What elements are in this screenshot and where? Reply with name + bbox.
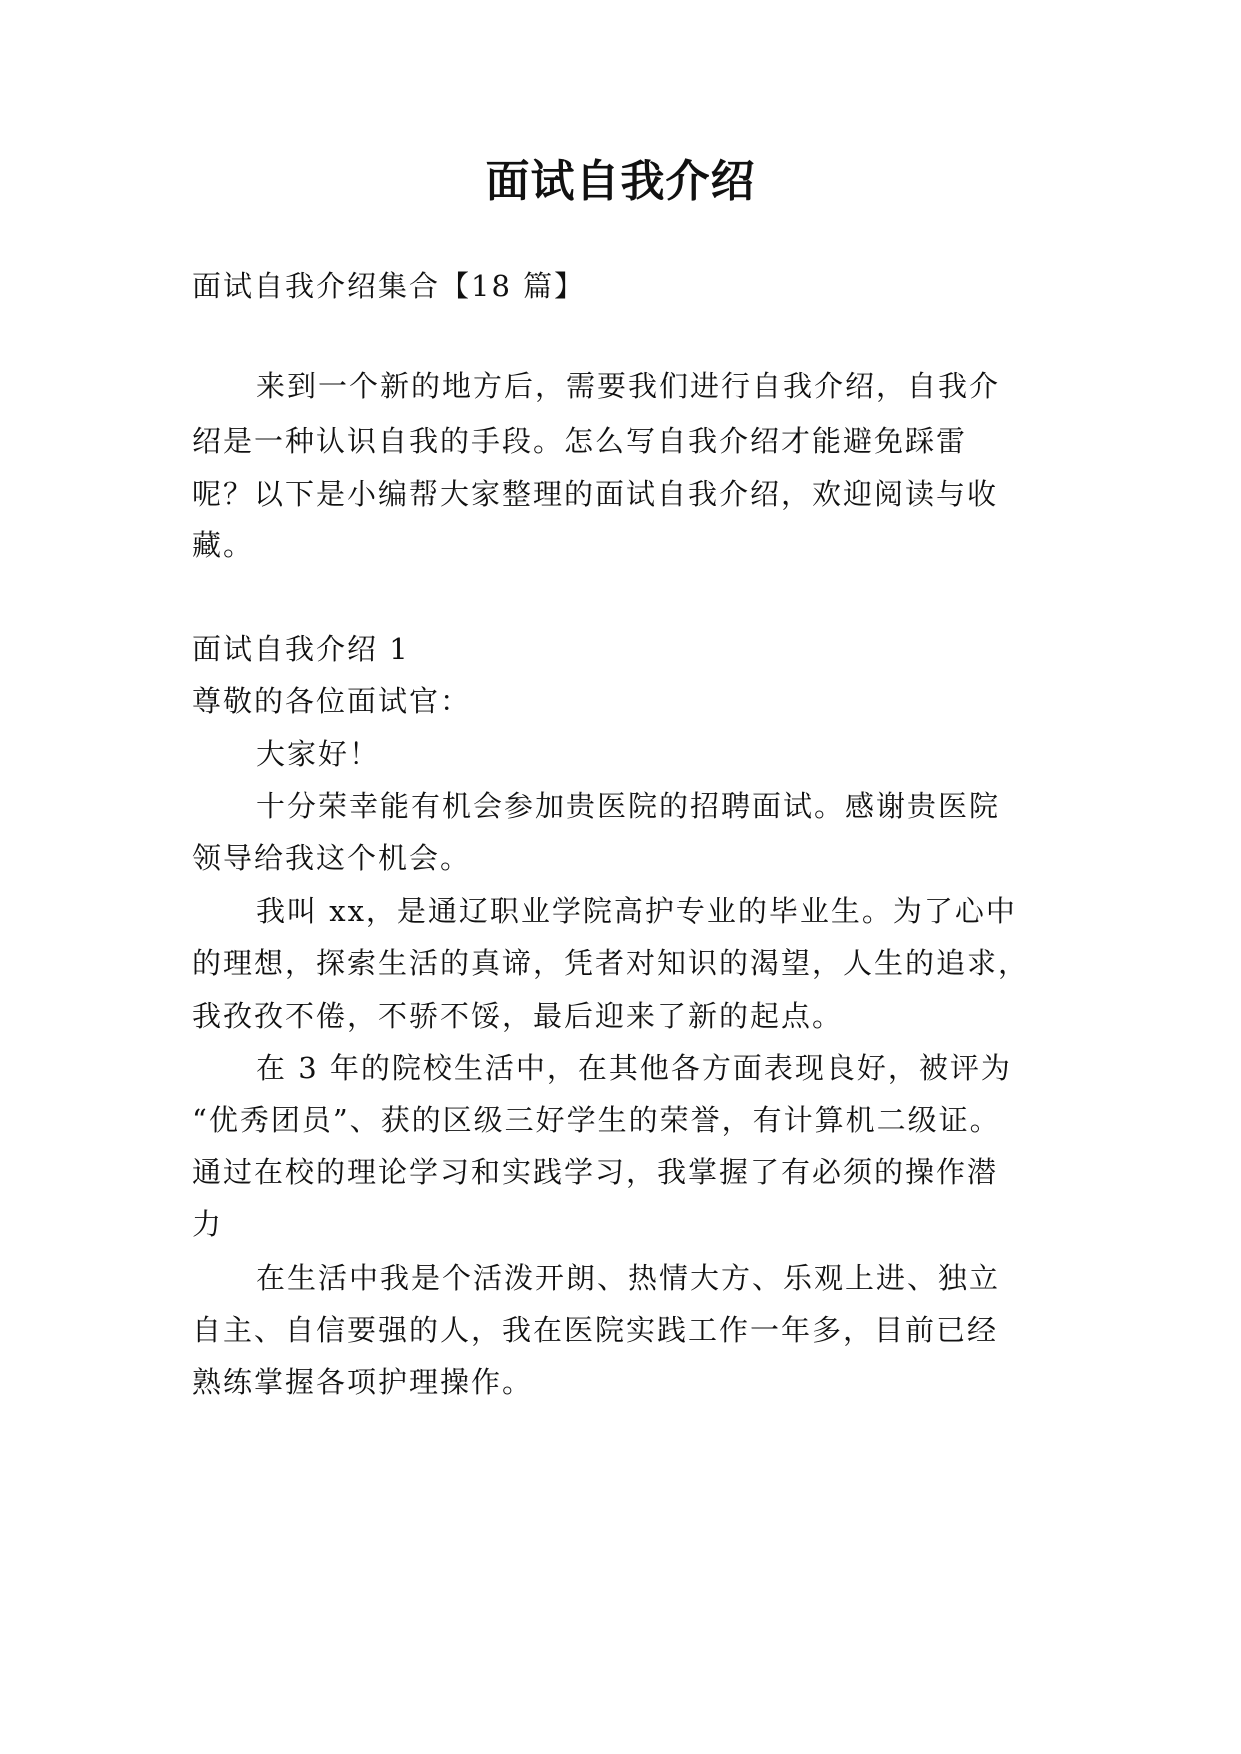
salutation: 尊敬的各位面试官：: [192, 684, 472, 718]
paragraph-line: 的理想，探索生活的真谛，凭者对知识的渴望，人生的追求，: [192, 946, 1030, 980]
paragraph-line: 在生活中我是个活泼开朗、热情大方、乐观上进、独立: [256, 1261, 1001, 1295]
greeting: 大家好！: [256, 737, 381, 771]
paragraph-line: “优秀团员”、获的区级三好学生的荣誉，有计算机二级证。: [192, 1103, 1001, 1137]
section-heading: 面试自我介绍 1: [192, 632, 410, 666]
paragraph-line: 通过在校的理论学习和实践学习，我掌握了有必须的操作潜: [192, 1155, 999, 1189]
intro-line: 绍是一种认识自我的手段。怎么写自我介绍才能避免踩雷: [192, 424, 968, 458]
intro-line: 呢？以下是小编帮大家整理的面试自我介绍，欢迎阅读与收: [192, 477, 999, 511]
paragraph-line: 我叫 xx，是通辽职业学院高护专业的毕业生。为了心中: [256, 894, 1017, 928]
paragraph-line: 力: [192, 1207, 224, 1241]
document-subtitle: 面试自我介绍集合【18 篇】: [192, 269, 586, 303]
paragraph-line: 熟练掌握各项护理操作。: [192, 1365, 534, 1399]
paragraph-line: 在 3 年的院校生活中，在其他各方面表现良好，被评为: [256, 1051, 1012, 1085]
paragraph-line: 领导给我这个机会。: [192, 841, 472, 875]
paragraph-line: 我孜孜不倦，不骄不馁，最后迎来了新的起点。: [192, 999, 844, 1033]
document-title: 面试自我介绍: [485, 156, 756, 207]
paragraph-line: 十分荣幸能有机会参加贵医院的招聘面试。感谢贵医院: [256, 789, 1001, 823]
intro-line: 藏。: [192, 528, 255, 562]
intro-line: 来到一个新的地方后，需要我们进行自我介绍，自我介: [256, 369, 1001, 403]
paragraph-line: 自主、自信要强的人，我在医院实践工作一年多，目前已经: [192, 1313, 999, 1347]
